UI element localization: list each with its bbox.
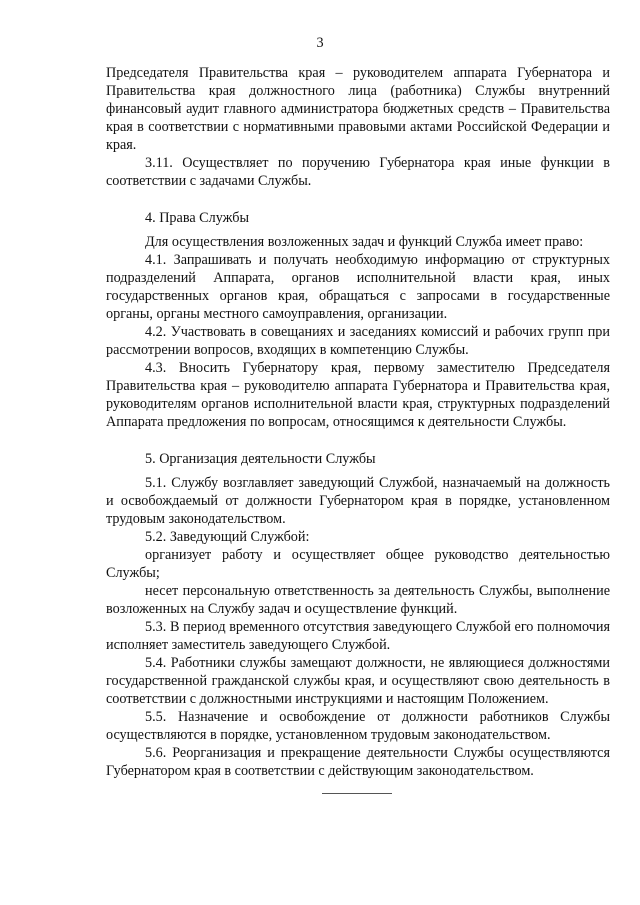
page-number: 3 xyxy=(316,35,324,51)
paragraph: несет персональную ответственность за деятельность Службы, выполнение возложенных на Службу задач и осуществление функций. xyxy=(106,583,610,617)
section-heading: 5. Организация деятельности Службы xyxy=(145,451,376,467)
paragraph: 5.6. Реорганизация и прекращение деятельности Службы осуществляются Губернатором края в соответствии с действующим законодательством. xyxy=(106,745,610,779)
paragraph: 5.3. В период временного отсутствия заведующего Службой его полномочия исполняет заместитель заведующего Службой. xyxy=(106,619,610,653)
section-heading: 4. Права Службы xyxy=(145,210,249,226)
paragraph: Для осуществления возложенных задач и функций Служба имеет право: xyxy=(145,234,584,250)
paragraph: Председателя Правительства края – руководителем аппарата Губернатора и Правительства края должностного лица (работника) Службы внутренний финансовый аудит главного администратора бюджетных средств – Правительства края в соответствии с нормативными правовыми актами Российской Федерации и края. xyxy=(106,65,610,153)
paragraph: 4.1. Запрашивать и получать необходимую информацию от структурных подразделений Аппарата, органов исполнительной власти края, иных государственных органов края, обращаться с запросами в государственные органы, органы местного самоуправления, организации. xyxy=(106,252,610,322)
document-body xyxy=(106,64,610,780)
paragraph: 4.3. Вносить Губернатору края, первому заместителю Председателя Правительства края – руководителю аппарата Губернатора и Правительства края, руководителям органов исполнительной власти края, структурных подразделений Аппарата предложения по вопросам, относящимся к деятельности Службы. xyxy=(106,360,610,430)
paragraph: 5.1. Службу возглавляет заведующий Службой, назначаемый на должность и освобождаемый от должности Губернатором края в порядке, установленном трудовым законодательством. xyxy=(106,475,610,527)
paragraph: 5.2. Заведующий Службой: xyxy=(145,529,310,545)
paragraph: 5.4. Работники службы замещают должности, не являющиеся должностями государственной гражданской службы края, и осуществляют свою деятельность в соответствии с должностными инструкциями и настоящим Положением. xyxy=(106,655,610,707)
paragraph: 4.2. Участвовать в совещаниях и заседаниях комиссий и рабочих групп при рассмотрении вопросов, входящих в компетенцию Службы. xyxy=(106,324,610,358)
paragraph: организует работу и осуществляет общее руководство деятельностью Службы; xyxy=(106,547,610,581)
paragraph: 5.5. Назначение и освобождение от должности работников Службы осуществляются в порядке, установленном трудовым законодательством. xyxy=(106,709,610,743)
paragraph: 3.11. Осуществляет по поручению Губернатора края иные функции в соответствии с задачами Службы. xyxy=(106,155,610,189)
end-separator-line xyxy=(322,793,392,794)
